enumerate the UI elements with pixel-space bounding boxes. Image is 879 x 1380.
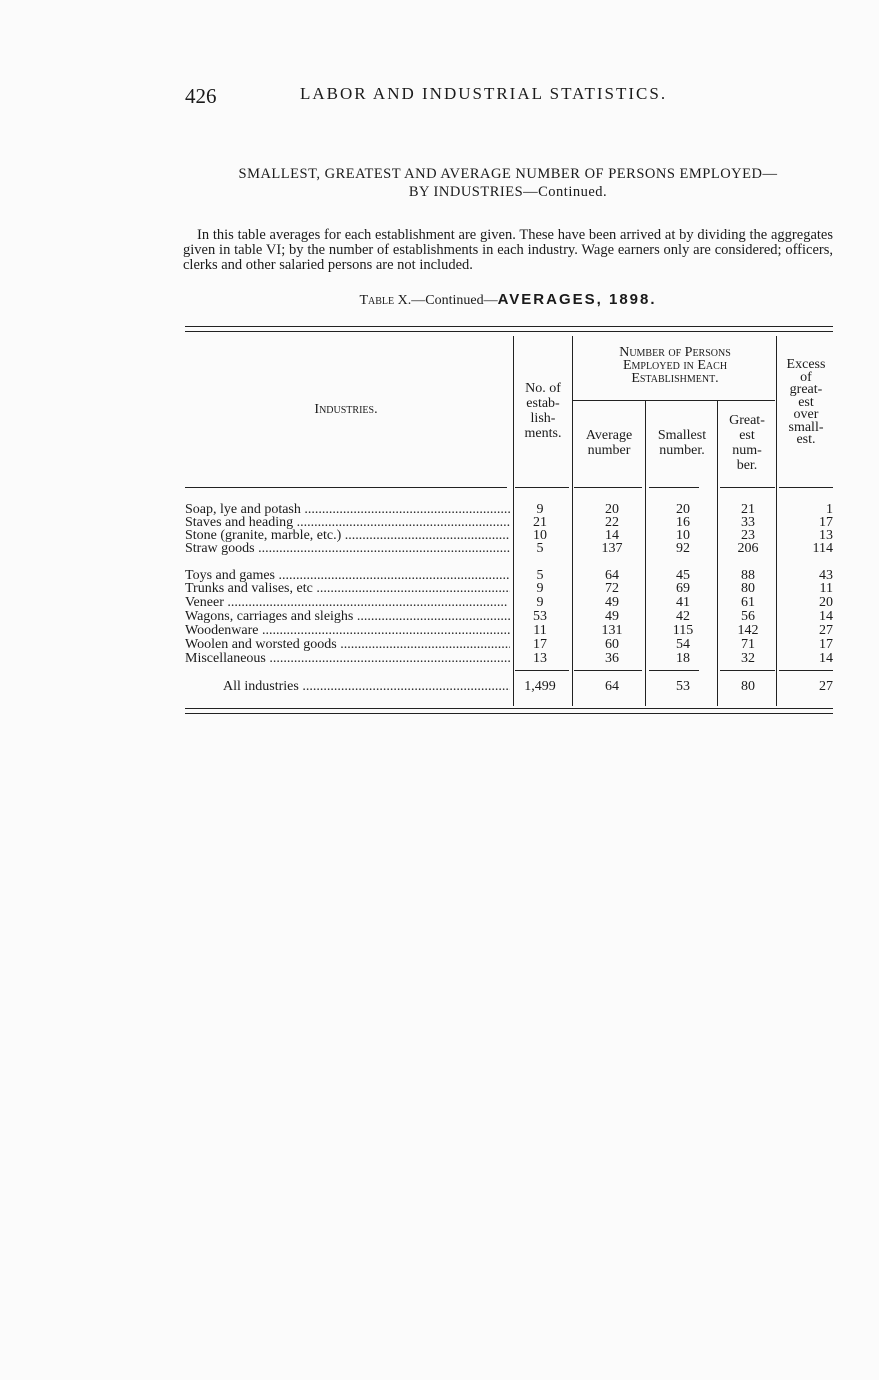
header-greatest [718, 413, 776, 473]
cell-average: 20 [605, 502, 619, 517]
header-excess-line: great- [789, 382, 823, 397]
cell-greatest: 80 [741, 679, 755, 694]
cell-greatest: 21 [741, 502, 755, 517]
cell-industry: Toys and games ..... [185, 569, 510, 582]
header-excess-line: of [800, 369, 812, 385]
table-row [185, 569, 833, 582]
header-average [574, 428, 644, 458]
cell-average: 131 [601, 623, 623, 638]
cell-smallest: 54 [676, 637, 690, 652]
total-rule-estab [515, 670, 569, 671]
cell-smallest: 16 [676, 515, 690, 530]
cell-smallest: 42 [676, 609, 690, 624]
cell-estab: 10 [533, 528, 547, 543]
header-estab-line: No. of [525, 381, 561, 396]
cell-industry: Miscellaneous ..... [185, 652, 510, 665]
header-smallest [646, 428, 718, 458]
cell-smallest: 41 [676, 595, 690, 610]
cell-industry: Stone (granite, marble, etc.) ..... [185, 529, 510, 542]
header-rule-small [649, 487, 699, 488]
cell-average: 60 [605, 637, 619, 652]
running-head: LABOR AND INDUSTRIAL STATISTICS. [300, 84, 668, 103]
header-excess [778, 359, 834, 447]
cell-smallest: 115 [672, 623, 694, 638]
header-greatest-line: num- [732, 443, 762, 458]
header-smallest-line: Smallest [657, 428, 707, 443]
header-group-line: Establishment. [631, 371, 719, 386]
cell-estab: 5 [536, 541, 544, 556]
table-row [185, 503, 833, 516]
intro-paragraph: In this table averages for each establishment are given. These have been arrived at by dividing the aggregates given in table VI; by the number of establishments in each industry. Wage earners only are considered; officers, clerks and other salaried persons are not included. [183, 227, 833, 273]
cell-greatest: 80 [741, 581, 755, 596]
cell-excess: 13 [819, 528, 833, 543]
cell-excess: 114 [812, 541, 833, 556]
table-row [185, 596, 833, 609]
cell-estab: 9 [536, 595, 544, 610]
cell-industry: Veneer ..... [185, 596, 510, 609]
header-rule-industries [185, 487, 507, 488]
cell-estab: 17 [533, 637, 547, 652]
cell-average: 72 [605, 581, 619, 596]
cell-greatest: 71 [741, 637, 755, 652]
cell-excess: 14 [819, 651, 833, 666]
cell-industry: Woodenware ..... [185, 624, 510, 637]
cell-smallest: 10 [676, 528, 690, 543]
cell-industry: Trunks and valises, etc ..... [185, 582, 510, 595]
cell-estab: 9 [536, 502, 544, 517]
total-rule-great [720, 670, 775, 671]
cell-industry: Wagons, carriages and sleighs ..... [185, 610, 510, 623]
cell-estab: 5 [536, 568, 544, 583]
header-excess-line: Excess [786, 357, 826, 372]
cell-smallest: 45 [676, 568, 690, 583]
top-rule-1 [185, 326, 833, 327]
table-row [185, 582, 833, 595]
header-rule-excess [779, 487, 833, 488]
caption-middle: —Continued— [411, 293, 498, 308]
cell-smallest: 92 [676, 541, 690, 556]
total-rule-small [649, 670, 699, 671]
page-number: 426 [185, 84, 217, 108]
header-greatest-line: Great- [729, 413, 765, 428]
table-row [185, 652, 833, 665]
table-row [185, 542, 833, 555]
header-average-line: number [587, 443, 631, 458]
table-title [178, 165, 838, 201]
table-row [185, 638, 833, 651]
cell-industry: Straw goods ..... [185, 542, 510, 555]
top-rule-2 [185, 331, 833, 332]
cell-excess: 17 [819, 637, 833, 652]
cell-industry: All industries ..... [223, 680, 510, 693]
header-excess-line: est. [796, 432, 816, 447]
header-rule-great [720, 487, 775, 488]
cell-average: 22 [605, 515, 619, 530]
bottom-rule-1 [185, 708, 833, 709]
cell-greatest: 206 [737, 541, 759, 556]
table-row [185, 610, 833, 623]
header-average-line: Average [585, 428, 633, 443]
header-estab-line: lish- [530, 411, 556, 426]
cell-excess: 1 [826, 502, 833, 517]
cell-industry: Staves and heading ..... [185, 516, 510, 529]
cell-average: 64 [605, 679, 619, 694]
header-excess-line: est [798, 394, 814, 410]
cell-excess: 27 [819, 679, 833, 694]
header-group [575, 346, 775, 385]
cell-greatest: 33 [741, 515, 755, 530]
title-line-2: BY INDUSTRIES—Continued. [408, 184, 608, 200]
header-rule-estab [515, 487, 569, 488]
cell-industry: Soap, lye and potash ..... [185, 503, 510, 516]
total-rule-excess [779, 670, 833, 671]
cell-average: 36 [605, 651, 619, 666]
header-estab-line: ments. [524, 426, 562, 441]
bottom-rule-2 [185, 713, 833, 714]
cell-estab: 53 [533, 609, 547, 624]
header-rule-avg [574, 487, 642, 488]
header-estab-line: estab- [526, 396, 560, 411]
cell-average: 49 [605, 609, 619, 624]
header-excess-line: over [793, 407, 819, 422]
cell-excess: 43 [819, 568, 833, 583]
cell-average: 64 [605, 568, 619, 583]
cell-greatest: 23 [741, 528, 755, 543]
table-row [185, 516, 833, 529]
caption-main: AVERAGES, 1898. [497, 291, 657, 308]
cell-excess: 27 [819, 623, 833, 638]
cell-smallest: 53 [676, 679, 690, 694]
header-group-line: Number of Persons [619, 345, 731, 360]
cell-greatest: 142 [737, 623, 759, 638]
header-excess-line: small- [788, 419, 824, 435]
header-industries: Industries. [314, 402, 378, 417]
cell-average: 137 [601, 541, 623, 556]
caption-prefix: Table X. [359, 293, 412, 308]
table-row [185, 624, 833, 637]
cell-estab: 13 [533, 651, 547, 666]
cell-greatest: 61 [741, 595, 755, 610]
cell-estab: 21 [533, 515, 547, 530]
total-rule-avg [574, 670, 642, 671]
cell-greatest: 88 [741, 568, 755, 583]
cell-greatest: 32 [741, 651, 755, 666]
cell-estab: 9 [536, 581, 544, 596]
cell-excess: 17 [819, 515, 833, 530]
cell-excess: 11 [819, 581, 833, 596]
header-smallest-line: number. [659, 443, 705, 458]
cell-industry: Woolen and worsted goods ..... [185, 638, 510, 651]
header-estab [515, 381, 571, 441]
cell-average: 14 [605, 528, 619, 543]
cell-excess: 20 [819, 595, 833, 610]
cell-smallest: 69 [676, 581, 690, 596]
cell-excess: 14 [819, 609, 833, 624]
cell-estab: 1,499 [524, 679, 556, 694]
total-row [185, 680, 833, 693]
table-row [185, 529, 833, 542]
header-greatest-line: est [739, 428, 755, 443]
group-header-rule [573, 400, 775, 401]
header-group-line: Employed in Each [622, 358, 728, 373]
title-line-1: SMALLEST, GREATEST AND AVERAGE NUMBER OF PERSONS EMPLOYED— [238, 166, 778, 182]
header-greatest-line: ber. [736, 458, 758, 473]
cell-smallest: 18 [676, 651, 690, 666]
cell-greatest: 56 [741, 609, 755, 624]
cell-average: 49 [605, 595, 619, 610]
table-caption [183, 291, 833, 309]
cell-estab: 11 [533, 623, 547, 638]
cell-smallest: 20 [676, 502, 690, 517]
